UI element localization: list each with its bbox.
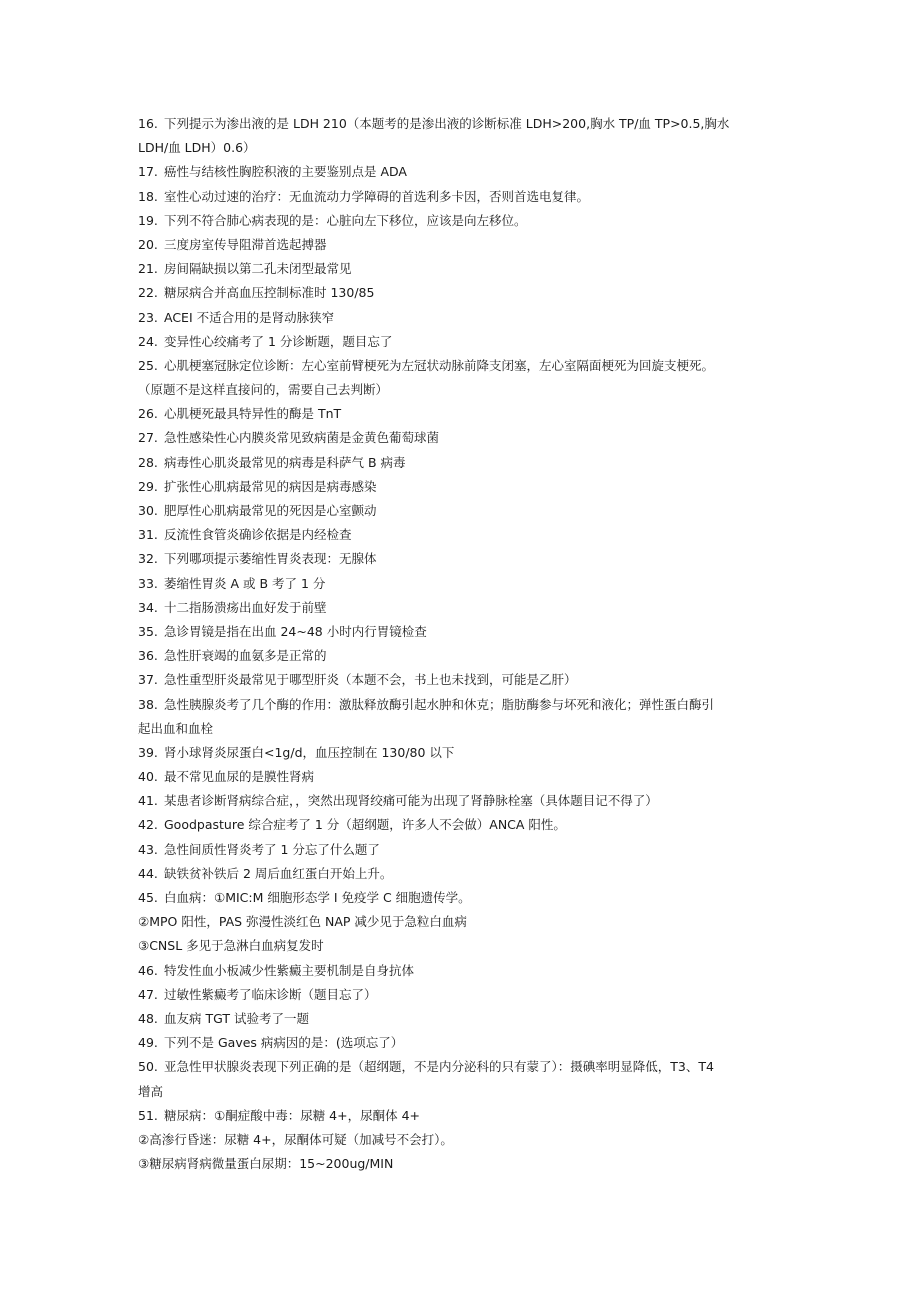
item-number: 38. — [138, 696, 158, 712]
item-number: 39. — [138, 744, 158, 760]
text-line — [138, 934, 786, 958]
text-line — [138, 983, 786, 1007]
text-line — [138, 572, 786, 596]
item-number: 30. — [138, 503, 158, 518]
text-line — [138, 330, 786, 354]
item-text: 增高 — [138, 1083, 164, 1099]
item-number: 25. — [138, 357, 158, 373]
item-text: 缺铁贫补铁后 2 周后血红蛋白开始上升。 — [164, 865, 393, 881]
item-number: 16. — [138, 116, 158, 131]
item-text: ③糖尿病肾病微量蛋白尿期：15~200ug/MIN — [138, 1156, 394, 1172]
item-text: 下列不是 Gaves 病病因的是：(选项忘了） — [164, 1035, 404, 1051]
item-number: 29. — [138, 478, 158, 494]
item-text: 特发性血小板减少性紫癜主要机制是自身抗体 — [164, 962, 415, 978]
text-line — [138, 306, 786, 330]
item-text: 房间隔缺损以第二孔未闭型最常见 — [164, 261, 352, 277]
text-line — [138, 160, 786, 184]
text-line — [138, 1031, 786, 1055]
item-text: 血友病 TGT 试验考了一题 — [164, 1010, 309, 1026]
text-line — [138, 426, 786, 450]
item-number: 18. — [138, 188, 158, 204]
item-text: 亚急性甲状腺炎表现下列正确的是（超纲题，不是内分泌科的只有蒙了）：摄碘率明显降低，T3、T4 — [164, 1059, 714, 1075]
item-number: 19. — [138, 212, 158, 228]
text-line — [138, 596, 786, 620]
item-number: 42. — [138, 817, 158, 833]
text-line — [138, 1080, 786, 1104]
item-number: 21. — [138, 261, 158, 277]
text-line — [138, 1104, 786, 1128]
item-number: 47. — [138, 986, 158, 1002]
item-number: 20. — [138, 236, 158, 252]
text-line — [138, 668, 786, 692]
text-line — [138, 185, 786, 209]
item-number: 35. — [138, 623, 158, 639]
item-text: 急性间质性肾炎考了 1 分忘了什么题了 — [164, 841, 380, 857]
item-text: 下列提示为渗出液的是 LDH 210（本题考的是渗出液的诊断标准 LDH>200,胸水 TP/血 TP>0.5,胸水 — [164, 116, 730, 131]
text-line — [138, 354, 786, 378]
item-text: 癌性与结核性胸腔积液的主要鉴别点是 ADA — [164, 164, 407, 180]
item-text: 下列不符合肺心病表现的是：心脏向左下移位，应该是向左移位。 — [164, 212, 527, 228]
text-line — [138, 136, 786, 160]
item-number: 46. — [138, 962, 158, 978]
item-number: 44. — [138, 865, 158, 881]
item-number: 23. — [138, 309, 158, 325]
item-number: 33. — [138, 575, 158, 591]
item-text: 急性感染性心内膜炎常见致病菌是金黄色葡萄球菌 — [164, 430, 440, 446]
item-text: Goodpasture 综合症考了 1 分（超纲题，许多人不会做）ANCA 阳性。 — [164, 817, 566, 833]
document-body — [138, 112, 786, 1176]
item-text: 糖尿病：①酮症酸中毒：尿糖 4+，尿酮体 4+ — [164, 1107, 421, 1123]
item-text: 起出血和血栓 — [138, 720, 214, 736]
text-line — [138, 402, 786, 426]
text-line — [138, 620, 786, 644]
item-number: 27. — [138, 430, 158, 446]
item-text: 肾小球肾炎尿蛋白<1g/d，血压控制在 130/80 以下 — [164, 744, 455, 760]
item-text: 十二指肠溃疡出血好发于前壁 — [164, 599, 327, 615]
item-number: 34. — [138, 599, 158, 615]
item-text: 扩张性心肌病最常见的病因是病毒感染 — [164, 478, 377, 494]
text-line — [138, 789, 786, 813]
item-text: 急性肝衰竭的血氨多是正常的 — [164, 648, 327, 664]
text-line — [138, 959, 786, 983]
text-line — [138, 693, 786, 717]
item-number: 45. — [138, 890, 158, 905]
item-number: 48. — [138, 1010, 158, 1026]
text-line — [138, 475, 786, 499]
item-number: 31. — [138, 527, 158, 543]
item-text: 急性重型肝炎最常见于哪型肝炎（本题不会，书上也未找到，可能是乙肝） — [164, 672, 577, 688]
item-number: 26. — [138, 406, 158, 422]
text-line — [138, 112, 786, 136]
item-text: 急性胰腺炎考了几个酶的作用：激肽释放酶引起水肿和休克；脂肪酶参与坏死和液化；弹性蛋白酶引 — [164, 696, 715, 712]
text-line — [138, 281, 786, 305]
item-text: ③CNSL 多见于急淋白血病复发时 — [138, 938, 324, 954]
item-text: 心肌梗塞冠脉定位诊断：左心室前臂梗死为左冠状动脉前降支闭塞，左心室隔面梗死为回旋支梗死。 — [164, 357, 715, 373]
text-line — [138, 862, 786, 886]
text-line — [138, 547, 786, 571]
item-text: ②MPO 阳性，PAS 弥漫性淡红色 NAP 减少见于急粒白血病 — [138, 914, 467, 930]
text-line — [138, 1055, 786, 1079]
item-text: 萎缩性胃炎 A 或 B 考了 1 分 — [164, 575, 326, 591]
item-text: 最不常见血尿的是膜性肾病 — [164, 769, 315, 785]
item-text: 白血病：①MIC:M 细胞形态学 I 免疫学 C 细胞遗传学。 — [164, 890, 471, 905]
text-line — [138, 523, 786, 547]
text-line — [138, 644, 786, 668]
item-text: ②高渗行昏迷：尿糖 4+，尿酮体可疑（加减号不会打）。 — [138, 1131, 453, 1147]
item-text: 三度房室传导阻滞首选起搏器 — [164, 236, 327, 252]
item-text: 下列哪项提示萎缩性胃炎表现：无腺体 — [164, 551, 377, 567]
text-line — [138, 1152, 786, 1176]
item-text: 糖尿病合并高血压控制标准时 130/85 — [164, 285, 375, 301]
item-number: 49. — [138, 1035, 158, 1051]
text-line — [138, 378, 786, 402]
item-text: 病毒性心肌炎最常见的病毒是科萨气 B 病毒 — [164, 454, 406, 470]
item-text: 过敏性紫癜考了临床诊断（题目忘了） — [164, 986, 377, 1002]
text-line — [138, 1007, 786, 1031]
item-number: 40. — [138, 769, 158, 785]
text-line — [138, 717, 786, 741]
item-text: LDH/血 LDH）0.6） — [138, 140, 256, 156]
text-line — [138, 813, 786, 837]
item-number: 50. — [138, 1059, 158, 1075]
item-number: 51. — [138, 1107, 158, 1123]
text-line — [138, 257, 786, 281]
item-text: 急诊胃镜是指在出血 24~48 小时内行胃镜检查 — [164, 623, 427, 639]
text-line — [138, 838, 786, 862]
text-line — [138, 451, 786, 475]
item-number: 37. — [138, 672, 158, 688]
text-line — [138, 499, 786, 523]
item-number: 32. — [138, 551, 158, 567]
item-number: 36. — [138, 648, 158, 664]
text-line — [138, 910, 786, 934]
text-line — [138, 1128, 786, 1152]
item-number: 28. — [138, 454, 158, 470]
text-line — [138, 886, 786, 910]
item-number: 22. — [138, 285, 158, 301]
text-line — [138, 233, 786, 257]
item-number: 43. — [138, 841, 158, 857]
item-text: ACEI 不适合用的是肾动脉狭窄 — [164, 309, 335, 325]
item-number: 17. — [138, 164, 158, 180]
text-line — [138, 209, 786, 233]
item-text: 肥厚性心肌病最常见的死因是心室颤动 — [164, 503, 377, 518]
item-number: 41. — [138, 793, 158, 809]
item-number: 24. — [138, 333, 158, 349]
item-text: 反流性食管炎确诊依据是内经检查 — [164, 527, 352, 543]
item-text: （原题不是这样直接问的，需要自己去判断） — [138, 382, 389, 398]
item-text: 室性心动过速的治疗：无血流动力学障碍的首选利多卡因，否则首选电复律。 — [164, 188, 590, 204]
item-text: 某患者诊断肾病综合症，，突然出现肾绞痛可能为出现了肾静脉栓塞（具体题目记不得了） — [164, 793, 658, 809]
text-line — [138, 741, 786, 765]
text-line — [138, 765, 786, 789]
item-text: 变异性心绞痛考了 1 分诊断题，题目忘了 — [164, 333, 393, 349]
item-text: 心肌梗死最具特异性的酶是 TnT — [164, 406, 342, 422]
